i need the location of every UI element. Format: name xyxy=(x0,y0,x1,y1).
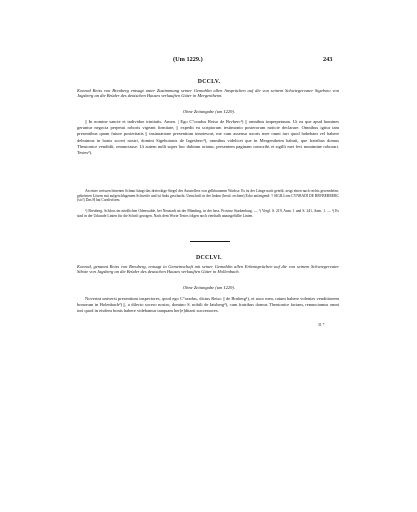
doc-number: DCCLV. xyxy=(197,79,221,85)
doc-summary: Konrad Reiss von Breuberg entsagt unter Zustimmung seiner Gemahlin allen Ansprüchen auf die von seinem Schwiegervater Sigeboto von Jagsberg an die Brüder des deutschen Hauses verkauften Güter in Mergentheim. xyxy=(77,88,339,99)
charter-text: Noverint universi presentium inspectores, quod ego C°oradus, dictus Reiso || de Bruberg¹), et uxor mea, ratum habere volentes venditionem bonorum in Holenbach²) ||, a dilecto socero nostro, domino S. nobili de Iaisberg³), cum fratribus domus Theutonice factam, renunciamus omni iuri quod in eisdem bonis habere videbamur tanquam her[e]ditarii successores. xyxy=(77,296,339,314)
running-header-date: (Um 1229.) xyxy=(173,56,203,63)
seal-description: An einer weissen leinenen Schnur hängt das dreieckige Siegel des Ausstellers von gelbbraunem Wachse. Es ist der Länge nach geteilt; zeigt einen nach rechts gewendeten, gekrönten Löwen mit aufgeschlagenem Schweife und ist links geschacht. Umschrift in der linken (heral. rechten) Ecke anfangend: † SIGILLvm CVNRADI DE BRVBERRERC (sic!) Das H hat Curslivform. xyxy=(77,189,339,203)
signature-mark: 31 * xyxy=(318,323,325,327)
charter-text: || In nomine sancte et individue trinitatis. Amen. | Ego C°oradus Reiso de Brvberc¹) || omnibus imperpetuum. Ut ea que apud homines geruntur negocia perpetui roboris vigeant firmitate, || expedit ea scriptorum testimonio posterorum noticie declarare. Omnibus igitur tam presentibus quam future posteritatis || insinuatione presentium innotescat, me cum assensu uxoris mee omni iuri quod habebam vel habere debuimus in bonis soceri nostri, domini Sigebotonis de Iagesberc²), omnibus videlicet que in Mergentheim habuit, que fratribus domus Theutonice vendidit, renunciasse. Ut autem nulli super hoc dubium oriatur, presentem paginam conscribi et sigilli mei feci munimine roborari. Testes³). xyxy=(77,119,339,156)
footnotes: ¹) Breuberg, Schloss im nördlichen Odenwalde, bei Neustadt an der Mümling, in der hess. Provinz Starkenburg. — ²) Vergl. S. 219, Anm. 1 und S. 241, Anm. 1. — ³) Es sind in der Urkunde Linien für die Schrift gezogen. Nach dem Worte Testes folgen noch vierthalb unausgefüllte Linien. xyxy=(77,209,339,218)
page-number: 243 xyxy=(323,56,333,63)
doc-date: Ohne Zeitangabe (um 1229). xyxy=(183,109,235,114)
doc-summary: Konrad, genannt Reiss von Breuberg, entsagt in Gemeinschaft mit seiner Gemahlin allen Erbansprüchen auf die von seinem Schwiegervater Sibote von Jagsberg an die Brüder des deutschen Hauses verkauften Güter in Hollenbach. xyxy=(77,264,339,275)
doc-date: Ohne Zeitangabe (um 1229). xyxy=(183,285,235,290)
section-divider xyxy=(190,241,230,242)
doc-number: DCCLVI. xyxy=(196,255,222,261)
